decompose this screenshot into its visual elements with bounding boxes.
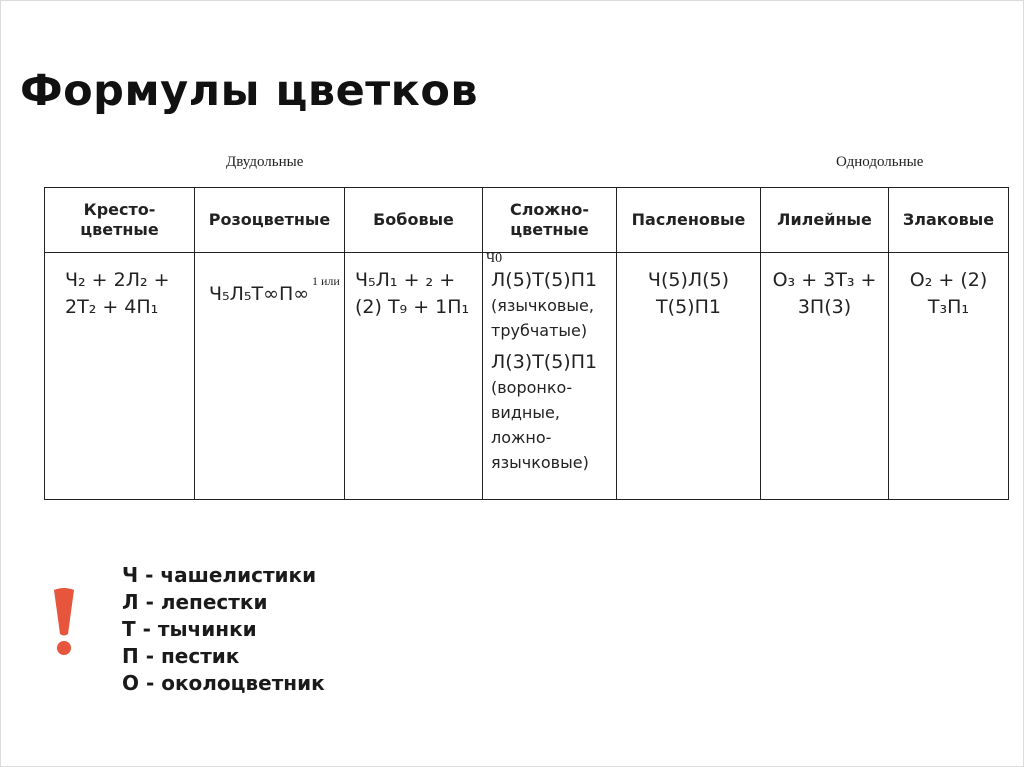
cell-fabaceae <box>345 253 483 500</box>
formula-asteraceae-2: Л(3)Т(5)П1 <box>491 351 598 373</box>
legend-item-perianth: О - околоцветник <box>122 671 325 695</box>
page-title: Формулы цветков <box>20 66 479 116</box>
legend-item-sepals: Ч - чашелистики <box>122 563 317 587</box>
legend-item-pistil: П - пестик <box>122 644 240 668</box>
column-header-fabaceae: Бобовые <box>345 188 483 253</box>
column-header-cruciferae: Кресто- цветные <box>45 188 195 253</box>
formula-liliaceae: О₃ + 3Т₃ + 3П(3) <box>772 269 877 318</box>
formula-asteraceae-1: Л(5)Т(5)П1 <box>491 269 598 291</box>
cell-liliaceae <box>761 253 889 500</box>
column-header-liliaceae: Лилейные <box>761 188 889 253</box>
table-header-row <box>45 188 1009 253</box>
table-row <box>45 253 1009 500</box>
column-header-asteraceae: Сложно- цветные <box>483 188 617 253</box>
formula-asteraceae-1-note: (язычковые, трубчатые) <box>491 296 594 340</box>
formula-poaceae: О₂ + (2) Т₃П₁ <box>909 269 988 318</box>
flower-formulas-table <box>44 187 1009 500</box>
column-header-poaceae: Злаковые <box>889 188 1009 253</box>
stray-superscript-one-or: 1 или <box>312 274 340 288</box>
cell-rosaceae <box>195 253 345 500</box>
legend-item-stamens: Т - тычинки <box>122 617 257 641</box>
column-header-solanaceae: Пасленовые <box>617 188 761 253</box>
cell-asteraceae <box>483 253 617 500</box>
formula-rosaceae: Ч₅Л₅Т∞П∞ <box>209 283 310 305</box>
legend-item-petals: Л - лепестки <box>122 590 268 614</box>
formula-fabaceae: Ч₅Л₁ + ₂ + (2) Т₉ + 1П₁ <box>355 269 470 318</box>
cell-cruciferae <box>45 253 195 500</box>
formula-cruciferae: Ч₂ + 2Л₂ + 2Т₂ + 4П₁ <box>65 269 170 318</box>
cell-solanaceae <box>617 253 761 500</box>
group-label-monocots: Однодольные <box>836 154 924 170</box>
exclamation-icon <box>46 586 82 658</box>
cell-poaceae <box>889 253 1009 500</box>
group-label-dicots: Двудольные <box>226 154 304 170</box>
legend <box>122 562 325 697</box>
stray-mark-ch0: Ч0 <box>486 251 503 266</box>
formula-solanaceae: Ч(5)Л(5) Т(5)П1 <box>647 269 730 318</box>
formula-asteraceae-2-note: (воронко- видные, ложно- язычковые) <box>491 378 589 472</box>
column-header-rosaceae: Розоцветные <box>195 188 345 253</box>
